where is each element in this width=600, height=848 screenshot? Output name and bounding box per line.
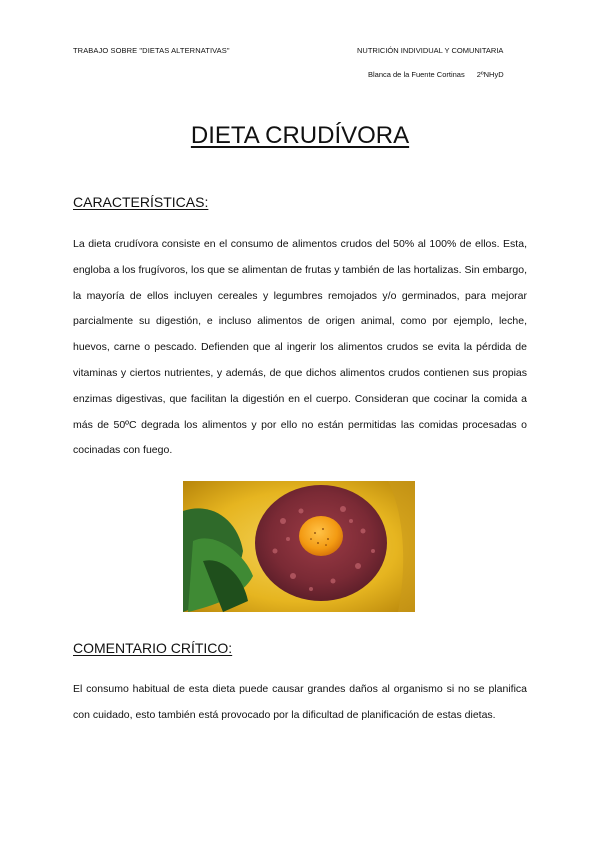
header-course-title: TRABAJO SOBRE "DIETAS ALTERNATIVAS" <box>73 46 230 55</box>
page-title: DIETA CRUDÍVORA <box>190 122 410 149</box>
author-name: Blanca de la Fuente Cortinas <box>368 70 465 79</box>
section-body-characteristics: La dieta crudívora consiste en el consumo de alimentos crudos del 50% al 100% de ellos. Esta, engloba a los frugívoros, los que se alimentan de frutas y también de las hortalizas. Sin embargo, la mayoría de ellos incluyen cereales y legumbres remojados y/o germinados, para mejorar parcialmente su digestión, e incluso alimentos de origen animal, como por ejemplo, leche, huevos, carne o pescado. Defienden que al ingerir los alimentos crudos se evita la pérdida de vitaminas y ciertos nutrientes, y además, de que dichos alimentos crudos contienen sus propias enzimas digestivas, que facilitan la digestión en el cuerpo. Consideran que cocinar la comida a más de 50ºC degrada los alimentos y por ello no están permitidas las comidas procesadas o cocinadas con fuego. <box>73 238 527 457</box>
food-photo <box>183 481 415 612</box>
header-subject: NUTRICIÓN INDIVIDUAL Y COMUNITARIA <box>357 46 504 55</box>
section-heading-characteristics: CARACTERÍSTICAS: <box>73 194 209 210</box>
section-heading-critical-comment: COMENTARIO CRÍTICO: <box>73 640 233 656</box>
course-code: 2ºNHyD <box>476 70 504 79</box>
section-body-critical-comment: El consumo habitual de esta dieta puede causar grandes daños al organismo si no se planifica con cuidado, esto también está provocado por la dificultad de planificación de estas dietas. <box>73 683 527 721</box>
header-author-line <box>368 70 504 79</box>
